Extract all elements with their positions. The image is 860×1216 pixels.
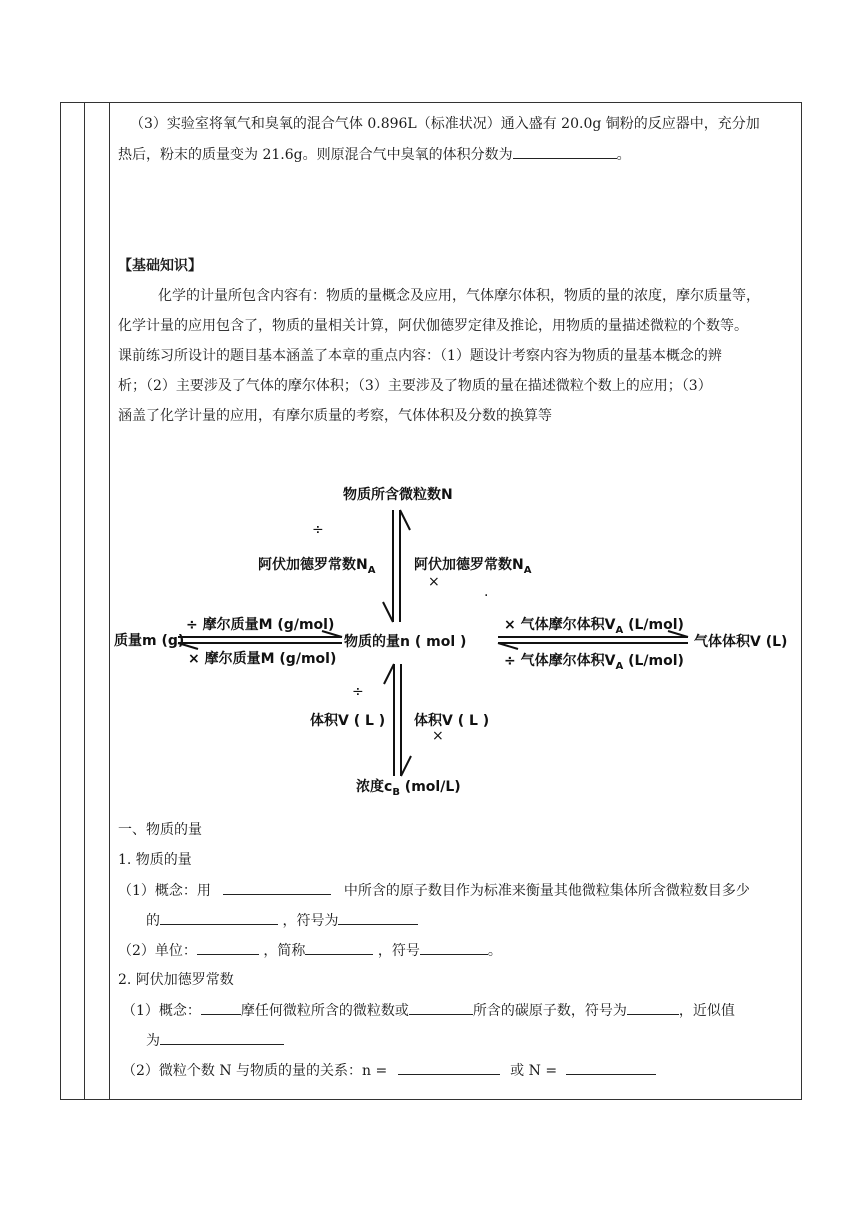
fill-blank[interactable] <box>197 940 259 955</box>
diagram-top-label: 物质所含微粒数N <box>343 487 453 503</box>
fill-blank[interactable] <box>566 1060 656 1075</box>
problem-3-line-2: 热后，粉末的质量变为 21.6g。则原混合气中臭氧的体积分数为 。 <box>118 144 631 165</box>
diagram-bottom-label: 浓度$c_B$ (mol/L) <box>356 779 461 798</box>
times-symbol: × <box>432 728 444 744</box>
divide-symbol: ÷ <box>312 522 324 538</box>
basics-line: 化学计量的应用包含了，物质的量相关计算，阿伏伽德罗定律及推论，用物质的量描述微粒的个数等。 <box>118 318 748 334</box>
basics-line: 化学的计量所包含内容有：物质的量概念及应用，气体摩尔体积，物质的量的浓度，摩尔质量等， <box>158 288 760 304</box>
fill-blank[interactable] <box>409 1000 473 1015</box>
fill-blank[interactable] <box>627 1000 679 1015</box>
concept-line: （1）概念：用 中所含的原子数目作为标准来衡量其他微粒集体所含微粒数目多少 <box>118 880 750 901</box>
arrow-down-head <box>401 756 411 776</box>
fill-blank[interactable] <box>398 1060 500 1075</box>
avogadro-concept-line: （1）概念： 摩任何微粒所含的微粒数或 所含的碳原子数，符号为 ，近似值 <box>122 1000 735 1021</box>
fill-blank[interactable] <box>305 940 373 955</box>
relation-line: （2）微粒个数 N 与物质的量的关系：n = 或 N = <box>122 1060 656 1081</box>
times-symbol: × <box>428 574 440 590</box>
basics-line: 涵盖了化学计量的应用，有摩尔质量的考察，气体体积及分数的换算等 <box>118 408 552 424</box>
diagram-left-label: 质量m (g) <box>114 633 185 649</box>
molar-mass-divide-label: ÷ 摩尔质量M (g/mol) <box>186 617 335 633</box>
gas-molar-volume-times-label: × 气体摩尔体积$V_A$ (L/mol) <box>504 617 684 636</box>
diagram-right-label: 气体体积V (L) <box>694 634 788 650</box>
answer-blank[interactable] <box>513 144 617 159</box>
fill-blank[interactable] <box>160 910 278 925</box>
mole-conversion-diagram <box>112 478 802 808</box>
volume-left-label: 体积V ( L ) <box>310 713 386 729</box>
arrow-down-head <box>383 602 393 622</box>
avogadro-left-label: 阿伏加德罗常数$N_A$ <box>258 557 376 576</box>
subsection-title: 1. 物质的量 <box>118 852 192 868</box>
unit-line: （2）单位： ，简称 ，符号 。 <box>118 940 502 961</box>
table-column-divider <box>109 102 110 1100</box>
dot-mark: . <box>484 584 489 600</box>
basics-line: 课前练习所设计的题目基本涵盖了本章的重点内容：（1）题设计考察内容为物质的量基本概念的辨 <box>118 348 722 364</box>
divide-symbol: ÷ <box>352 684 364 700</box>
molar-mass-times-label: × 摩尔质量M (g/mol) <box>188 651 337 667</box>
fill-blank[interactable] <box>223 880 331 895</box>
section-title: 一、物质的量 <box>118 822 202 838</box>
avogadro-concept-line-cont: 为 <box>146 1030 284 1051</box>
basics-line: 析；（2）主要涉及了气体的摩尔体积；（3）主要涉及了物质的量在描述微粒个数上的应用；（3） <box>118 378 712 394</box>
fill-blank[interactable] <box>338 910 418 925</box>
diagram-center-label: 物质的量n ( mol ) <box>344 634 467 650</box>
table-column-divider <box>84 102 85 1100</box>
problem-3-line-1: （3）实验室将氧气和臭氧的混合气体 0.896L（标准状况）通入盛有 20.0g 铜粉的反应器中，充分加 <box>130 116 760 132</box>
arrow-up-head <box>400 510 410 530</box>
fill-blank[interactable] <box>160 1030 284 1045</box>
gas-molar-volume-divide-label: ÷ 气体摩尔体积$V_A$ (L/mol) <box>504 653 684 672</box>
basics-title: 【基础知识】 <box>118 258 202 274</box>
fill-blank[interactable] <box>420 940 488 955</box>
fill-blank[interactable] <box>201 1000 241 1015</box>
avogadro-right-label: 阿伏加德罗常数$N_A$ <box>414 557 532 576</box>
subsection-title: 2. 阿伏加德罗常数 <box>118 972 234 988</box>
volume-right-label: 体积V ( L ) <box>414 713 490 729</box>
arrow-up-head <box>384 664 394 684</box>
concept-line-cont: 的 ，符号为 <box>146 910 418 931</box>
